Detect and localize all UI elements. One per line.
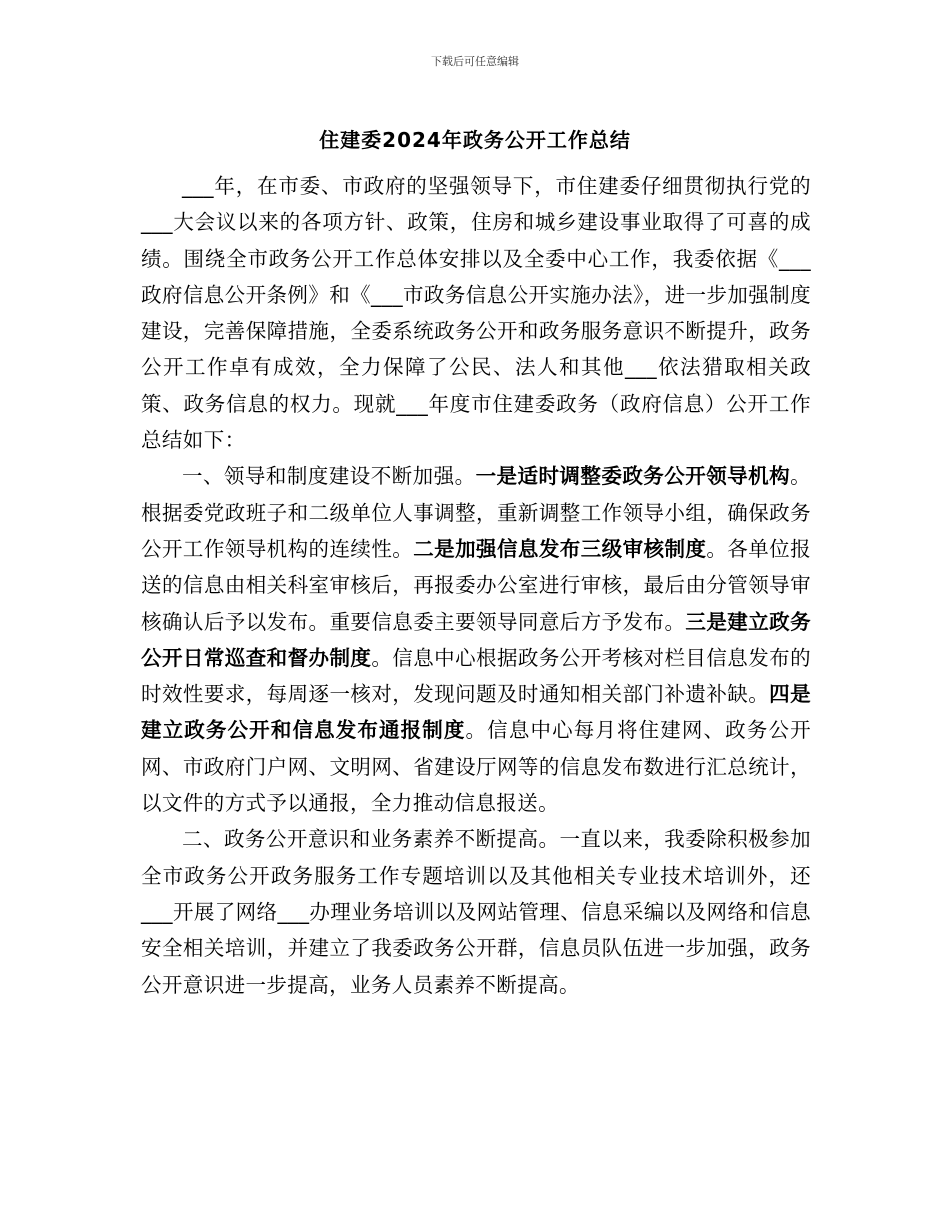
text-segment: 一、领导和制度建设不断加强。 (182, 464, 476, 489)
paragraph-intro (141, 168, 811, 458)
text-segment: 。各单位报送的信息由相关科室审核后，再报委办公室进行审核，最后由分管领导审核确认后予以发布。重要信息委主要领导同意后方予发布。 (141, 536, 811, 634)
text-segment: ___年，在市委、市政府的坚强领导下，市住建委仔细贯彻执行党的___大会议以来的各项方针、政策，住房和城乡建设事业取得了可喜的成绩。围绕全市政务公开工作总体安排以及全委中心工作，我委依据《___政府信息公开条例》和《___市政务信息公开实施办法》，进一步加强制度建设，完善保障措施，全委系统政务公开和政务服务意识不断提升，政务公开工作卓有成效，全力保障了公民、法人和其他___依法猎取相关政策、政务信息的权力。现就___年度市住建委政务（政府信息）公开工作总结如下： (141, 174, 811, 453)
paragraph-section-2 (141, 821, 811, 1002)
text-segment: 二、政务公开意识和业务素养不断提高。一直以来，我委除积极参加全市政务公开政务服务工作专题培训以及其他相关专业技术培训外，还___开展了网络___办理业务培训以及网站管理、信息采编以及网络和信息安全相关培训，并建立了我委政务公开群，信息员队伍进一步加强，政务公开意识进一步提高，业务人员素养不断提高。 (141, 827, 811, 997)
text-segment: 。信息中心根据政务公开考核对栏目信息发布的时效性要求，每周逐一核对，发现问题及时通知相关部门补遗补缺。 (141, 645, 811, 707)
emphasis-segment: 一是适时调整委政务公开领导机构 (475, 464, 791, 489)
text-segment: 。信息中心每月将住建网、政务公开网、市政府门户网、文明网、省建设厅网等的信息发布数进行汇总统计，以文件的方式予以通报，全力推动信息报送。 (141, 718, 811, 816)
document-title: 住建委2024年政务公开工作总结 (319, 128, 631, 152)
emphasis-segment: 四是建立政务公开和信息发布通报制度 (141, 682, 811, 743)
text-segment: 。根据委党政班子和二级单位人事调整，重新调整工作领导小组，确保政务公开工作领导机构的连续性。 (141, 464, 811, 561)
document-body (141, 168, 811, 1003)
emphasis-segment: 二是加强信息发布三级审核制度 (413, 536, 707, 561)
header-note: 下载后可任意编辑 (431, 55, 519, 68)
paragraph-section-1 (141, 458, 811, 821)
emphasis-segment: 三是建立政务公开日常巡查和督办制度 (141, 609, 811, 670)
